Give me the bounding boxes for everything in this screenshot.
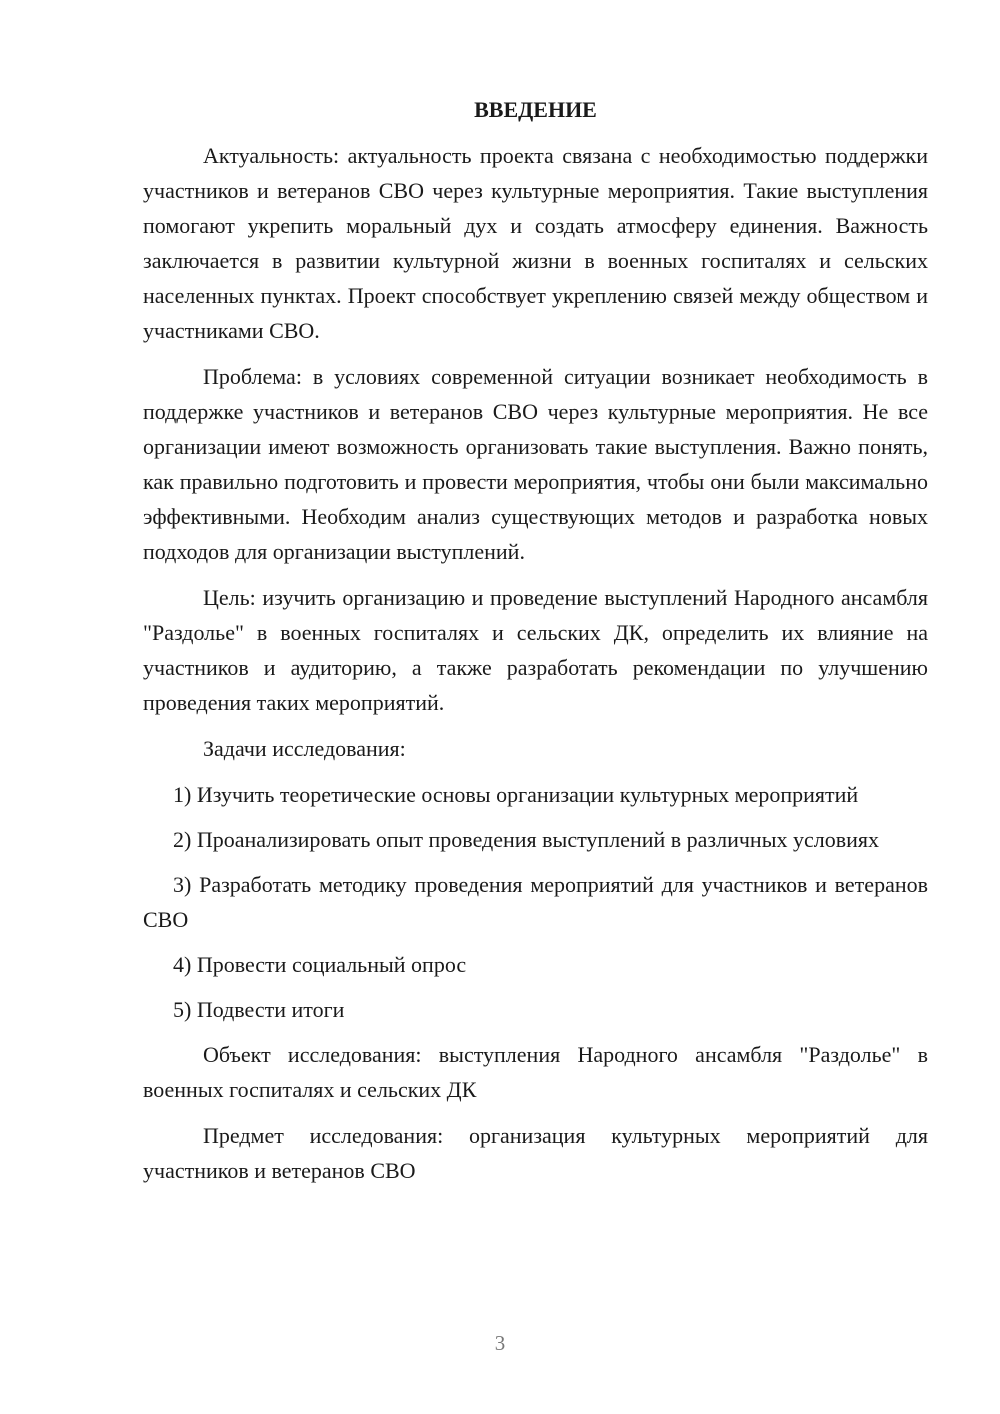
task-item: 2) Проанализировать опыт проведения выступлений в различных условиях [173,827,879,852]
task-item: 1) Изучить теоретические основы организации культурных мероприятий [173,782,859,807]
problem-paragraph: Проблема: в условиях современной ситуации возникает необходимость в поддержке участников и ветеранов СВО через культурные мероприятия. Не все организации имеют возможность организовать такие выступления. Важно понять, как правильно подготовить и провести мероприятия, чтобы они были максимально эффективными. Необходим анализ существующих методов и разработка новых подходов для организации выступлений. [143,364,928,564]
task-item: 5) Подвести итоги [173,997,345,1022]
relevance-paragraph: Актуальность: актуальность проекта связана с необходимостью поддержки участников и ветеранов СВО через культурные мероприятия. Такие выступления помогают укрепить моральный дух и создать атмосферу единения. Важность заключается в развитии культурной жизни в военных госпиталях и сельских населенных пунктах. Проект способствует укреплению связей между обществом и участниками СВО. [143,143,928,343]
task-item: 3) Разработать методику проведения мероприятий для участников и ветеранов СВО [143,872,928,932]
task-item: 4) Провести социальный опрос [173,952,467,977]
goal-paragraph: Цель: изучить организацию и проведение выступлений Народного ансамбля "Раздолье" в военных госпиталях и сельских ДК, определить их влияние на участников и аудиторию, а также разработать рекомендации по улучшению проведения таких мероприятий. [143,585,928,715]
page-title: ВВЕДЕНИЕ [474,97,597,122]
object-paragraph: Объект исследования: выступления Народного ансамбля "Раздолье" в военных госпиталях и сельских ДК [143,1042,928,1102]
page-number: 3 [494,1331,506,1355]
document-page [143,92,928,1188]
tasks-title: Задачи исследования: [203,736,406,761]
subject-paragraph: Предмет исследования: организация культурных мероприятий для участников и ветеранов СВО [143,1123,928,1183]
